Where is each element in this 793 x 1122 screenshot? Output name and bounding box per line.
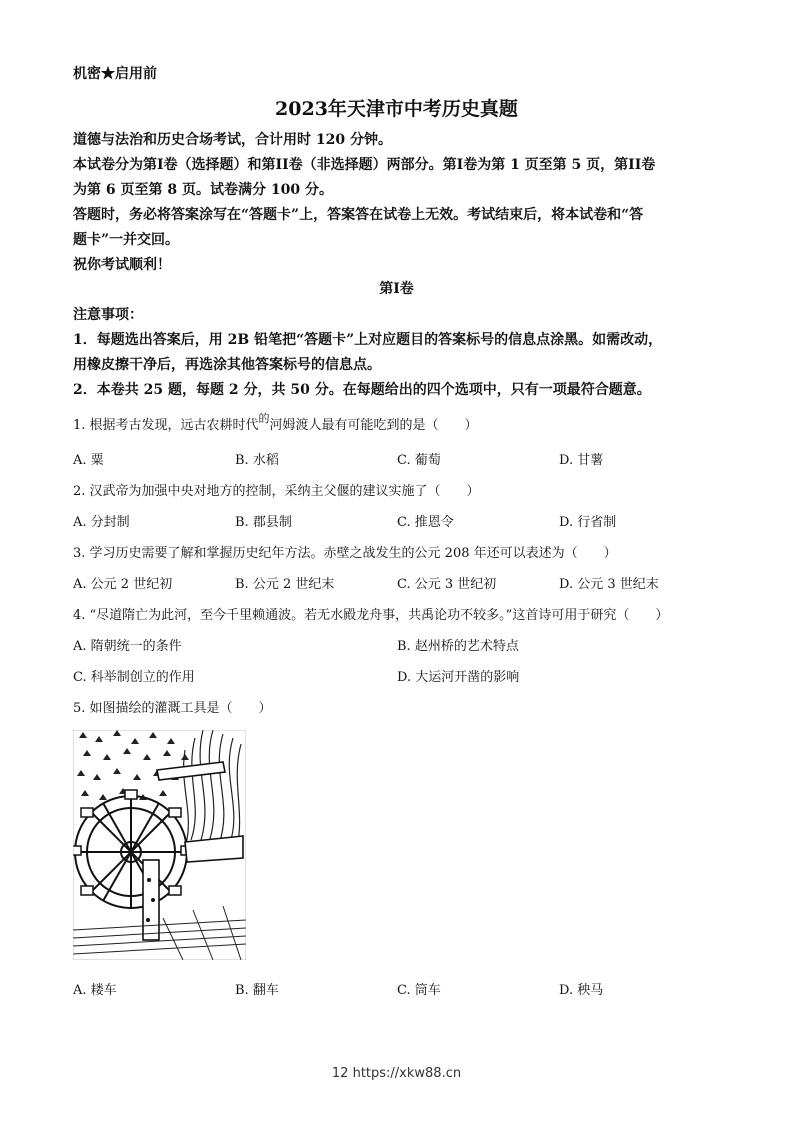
page-footer: 12 https://xkw88.cn <box>331 1066 462 1081</box>
intro-line: 答题时，务必将答案涂写在“答题卡”上，答案答在试卷上无效。考试结束后，将本试卷和“答 <box>73 207 644 223</box>
stem-superscript: 的 <box>258 412 270 425</box>
question-4-stem: 4. “尽道隋亡为此河，至今千里赖通波。若无水殿龙舟事，共禹论功不较多。”这首诗可用于研究（ ） <box>73 608 669 623</box>
option-c: C. 科举制创立的作用 <box>73 670 195 685</box>
question-5-stem: 5. 如图描绘的灌溉工具是（ ） <box>73 701 272 716</box>
option-d: D. 公元 3 世纪末 <box>559 577 659 592</box>
intro-line: 本试卷分为第I卷（选择题）和第II卷（非选择题）两部分。第I卷为第 1 页至第 5 页，第II卷 <box>73 157 656 173</box>
option-c: C. 葡萄 <box>397 453 441 468</box>
option-b: B. 翻车 <box>235 983 279 998</box>
question-3-stem: 3. 学习历史需要了解和掌握历史纪年方法。赤壁之战发生的公元 208 年还可以表述为（ ） <box>73 546 617 561</box>
option-a: A. 分封制 <box>73 515 130 530</box>
intro-line: 道德与法治和历史合场考试，合计用时 120 分钟。 <box>73 132 392 148</box>
intro-line: 为第 6 页至第 8 页。试卷满分 100 分。 <box>73 182 333 198</box>
option-c: C. 筒车 <box>397 983 441 998</box>
section-heading: 第I卷 <box>379 281 414 297</box>
option-b: B. 郡县制 <box>235 515 292 530</box>
option-d: D. 秧马 <box>559 983 604 998</box>
notes-title: 注意事项： <box>73 307 143 323</box>
option-a: A. 粟 <box>73 453 104 468</box>
page-title: 2023年天津市中考历史真题 <box>275 98 518 120</box>
confidential-label: 机密★启用前 <box>73 66 157 82</box>
option-b: B. 水稻 <box>235 453 279 468</box>
intro-line: 题卡”一并交回。 <box>73 232 180 248</box>
option-a: A. 隋朝统一的条件 <box>73 639 182 654</box>
question-1-stem <box>73 414 478 433</box>
question-2-stem: 2. 汉武帝为加强中央对地方的控制，采纳主父偃的建议实施了（ ） <box>73 484 480 499</box>
option-a: A. 公元 2 世纪初 <box>73 577 173 592</box>
option-d: D. 大运河开凿的影响 <box>397 670 520 685</box>
option-a: A. 耧车 <box>73 983 117 998</box>
option-d: D. 甘薯 <box>559 453 604 468</box>
note-line: 用橡皮擦干净后，再选涂其他答案标号的信息点。 <box>73 357 381 373</box>
option-d: D. 行省制 <box>559 515 617 530</box>
stem-text: 1. 根据考古发现，远古农耕时代 <box>73 418 259 433</box>
option-c: C. 推恩令 <box>397 515 454 530</box>
stem-text: 河姆渡人最有可能吃到的是（ ） <box>269 418 478 433</box>
note-line: 1．每题选出答案后，用 2B 铅笔把“答题卡”上对应题目的答案标号的信息点涂黑。如需改动， <box>73 332 663 348</box>
note-line: 2．本卷共 25 题，每题 2 分，共 50 分。在每题给出的四个选项中，只有一项最符合题意。 <box>73 382 651 398</box>
option-b: B. 公元 2 世纪末 <box>235 577 335 592</box>
option-b: B. 赵州桥的艺术特点 <box>397 639 519 654</box>
waterwheel-illustration <box>73 730 246 960</box>
option-c: C. 公元 3 世纪初 <box>397 577 497 592</box>
intro-line: 祝你考试顺利！ <box>73 257 171 273</box>
